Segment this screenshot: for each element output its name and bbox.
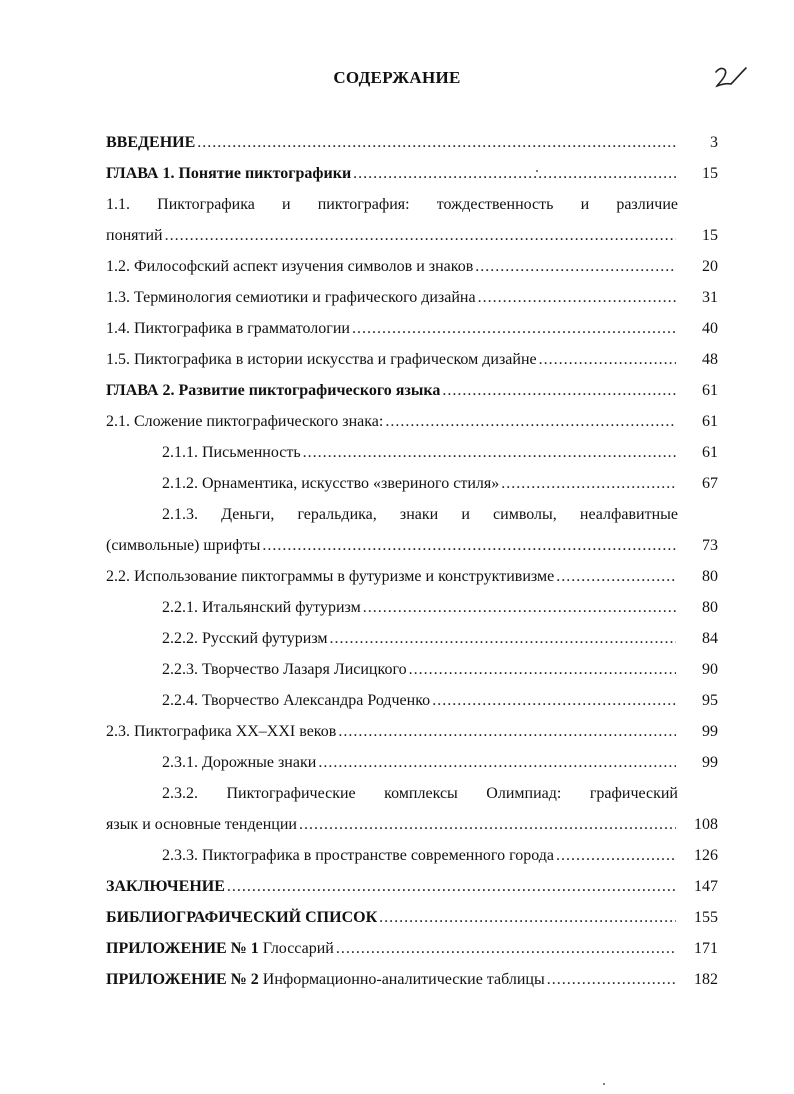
page-title: СОДЕРЖАНИЕ xyxy=(333,68,461,87)
toc-entry-introduction[interactable] xyxy=(106,132,718,154)
toc-page-number: 48 xyxy=(702,351,718,368)
toc-entry-2-2-1[interactable] xyxy=(162,597,718,619)
dot-leader xyxy=(318,752,676,774)
dot-leader xyxy=(556,566,676,588)
toc-entry-1-5[interactable] xyxy=(106,349,718,371)
toc-entry-text: 1.5. Пиктографика в истории искусства и графическом дизайне xyxy=(106,351,537,368)
dot-leader xyxy=(338,721,676,743)
toc-entry-2-1-3-line1[interactable] xyxy=(162,504,718,526)
toc-page-number: 61 xyxy=(702,444,718,461)
toc-entry-text: язык и основные тенденции xyxy=(106,816,297,833)
dot-leader xyxy=(478,287,676,309)
dot-leader xyxy=(352,318,676,340)
handwritten-page-number xyxy=(712,62,748,92)
dot-leader xyxy=(363,597,676,619)
toc-entry-1-4[interactable] xyxy=(106,318,718,340)
dot-leader xyxy=(547,969,676,991)
toc-entry-text: ГЛАВА 1. Понятие пиктографики xyxy=(106,165,352,182)
toc-page-number: 61 xyxy=(702,382,718,399)
toc-entry-2-3-2[interactable] xyxy=(106,814,718,836)
dot-leader xyxy=(432,690,676,712)
dot-leader xyxy=(475,256,676,278)
toc-entry-text: 2.3.1. Дорожные знаки xyxy=(162,754,317,771)
toc-entry-2-3-2-line1[interactable] xyxy=(162,783,718,805)
dot-leader xyxy=(385,411,676,433)
toc-entry-2-1-1[interactable] xyxy=(162,442,718,464)
dot-leader xyxy=(501,473,676,495)
dot-leader xyxy=(336,938,676,960)
toc-entry-text: понятий xyxy=(106,227,163,244)
toc-entry-text: ВВЕДЕНИЕ xyxy=(106,134,196,151)
dot-leader xyxy=(227,876,676,898)
toc-entry-text: 2.1.1. Письменность xyxy=(162,444,301,461)
toc-page-number: 90 xyxy=(702,661,718,678)
dot-leader xyxy=(165,225,676,247)
toc-entry-text: 1.2. Философский аспект изучения символов и знаков xyxy=(106,258,474,275)
toc-page-number: 108 xyxy=(694,816,718,833)
toc-page-number: 61 xyxy=(702,413,718,430)
toc-entry-2-3-3[interactable] xyxy=(162,845,718,867)
toc-entry-2-3[interactable] xyxy=(106,721,718,743)
toc-entry-2-2[interactable] xyxy=(106,566,718,588)
toc-entry-text: 1.4. Пиктографика в грамматологии xyxy=(106,320,350,337)
toc-page-number: 84 xyxy=(702,630,718,647)
toc-entry-2-1-3[interactable] xyxy=(106,535,718,557)
toc-page-number: 67 xyxy=(702,475,718,492)
toc-entry-text: 1.3. Терминология семиотики и графического дизайна xyxy=(106,289,476,306)
toc-entry-text: 2.2.1. Итальянский футуризм xyxy=(162,599,361,616)
toc-page-number: 126 xyxy=(694,847,718,864)
toc-page-number: 31 xyxy=(702,289,718,306)
dot-leader xyxy=(556,845,676,867)
toc-entry-text: 2.3.2. Пиктографические комплексы Олимпиад: графический xyxy=(162,785,678,802)
toc-page-number: 80 xyxy=(702,599,718,616)
toc-page-number: 20 xyxy=(702,258,718,275)
toc-entry-2-2-2[interactable] xyxy=(162,628,718,650)
toc-entry-label: ПРИЛОЖЕНИЕ № 2 xyxy=(106,971,259,988)
toc-page-number: 15 xyxy=(702,165,718,182)
toc-entry-1-1-line1[interactable] xyxy=(106,194,718,216)
toc-entry-text: ГЛАВА 2. Развитие пиктографического языка xyxy=(106,382,441,399)
toc-entry-2-1[interactable] xyxy=(106,411,718,433)
dot-leader xyxy=(409,659,676,681)
scan-speck xyxy=(603,1083,605,1085)
dot-leader xyxy=(442,380,676,402)
toc-entry-text: 2.2. Использование пиктограммы в футуризме и конструктивизме xyxy=(106,568,555,585)
dot-leader xyxy=(379,907,676,929)
dot-leader xyxy=(330,628,676,650)
toc-entry-text: (символьные) шрифты xyxy=(106,537,261,554)
toc-page-number: 171 xyxy=(694,940,718,957)
toc-entry-text: 2.2.4. Творчество Александра Родченко xyxy=(162,692,431,709)
dot-leader xyxy=(353,163,676,185)
toc-entry-text: Глоссарий xyxy=(262,940,334,957)
toc-entry-text: 2.3. Пиктографика XX–XXI веков xyxy=(106,723,337,740)
toc-page-number: 80 xyxy=(702,568,718,585)
toc-entry-chapter-1[interactable] xyxy=(106,163,718,185)
dot-leader xyxy=(197,132,676,154)
toc-entry-2-2-4[interactable] xyxy=(162,690,718,712)
toc-entry-2-1-2[interactable] xyxy=(162,473,718,495)
toc-entry-1-3[interactable] xyxy=(106,287,718,309)
toc-entry-2-2-3[interactable] xyxy=(162,659,718,681)
dot-leader xyxy=(299,814,676,836)
toc-page-number: 73 xyxy=(702,537,718,554)
toc-page-number: 15 xyxy=(702,227,718,244)
toc-page-number: 95 xyxy=(702,692,718,709)
toc-entry-conclusion[interactable] xyxy=(106,876,718,898)
toc-page-number: 40 xyxy=(702,320,718,337)
toc-entry-text: 2.1.3. Деньги, геральдика, знаки и символы, неалфавитные xyxy=(162,506,678,523)
toc-entry-text: ЗАКЛЮЧЕНИЕ xyxy=(106,878,225,895)
toc-page-number: 155 xyxy=(694,909,718,926)
toc-entry-2-3-1[interactable] xyxy=(162,752,718,774)
toc-page-number: 99 xyxy=(702,754,718,771)
toc-entry-bibliography[interactable] xyxy=(106,907,718,929)
toc-entry-text: 2.3.3. Пиктографика в пространстве современного города xyxy=(162,847,555,864)
dot-leader xyxy=(303,442,676,464)
scan-speck xyxy=(536,170,538,172)
toc-entry-text: Информационно-аналитические таблицы xyxy=(262,971,545,988)
toc-page-number: 3 xyxy=(710,134,718,151)
toc-entry-appendix-1[interactable] xyxy=(106,938,718,960)
toc-entry-text: 2.2.3. Творчество Лазаря Лисицкого xyxy=(162,661,407,678)
toc-entry-1-1[interactable] xyxy=(106,225,718,247)
toc-entry-text: 2.2.2. Русский футуризм xyxy=(162,630,328,647)
toc-page-number: 182 xyxy=(694,971,718,988)
toc-entry-text: БИБЛИОГРАФИЧЕСКИЙ СПИСОК xyxy=(106,909,378,926)
toc-entry-text: 2.1. Сложение пиктографического знака: xyxy=(106,413,384,430)
toc-entry-text: 1.1. Пиктографика и пиктография: тождественность и различие xyxy=(106,196,678,213)
toc-page-number: 147 xyxy=(694,878,718,895)
toc-entry-label: ПРИЛОЖЕНИЕ № 1 xyxy=(106,940,259,957)
dot-leader xyxy=(539,349,676,371)
toc-entry-chapter-2[interactable] xyxy=(106,380,718,402)
dot-leader xyxy=(262,535,676,557)
toc-page-number: 99 xyxy=(702,723,718,740)
toc-entry-appendix-2[interactable] xyxy=(106,969,718,991)
toc-entry-text: 2.1.2. Орнаментика, искусство «звериного стиля» xyxy=(162,475,500,492)
toc-entry-1-2[interactable] xyxy=(106,256,718,278)
